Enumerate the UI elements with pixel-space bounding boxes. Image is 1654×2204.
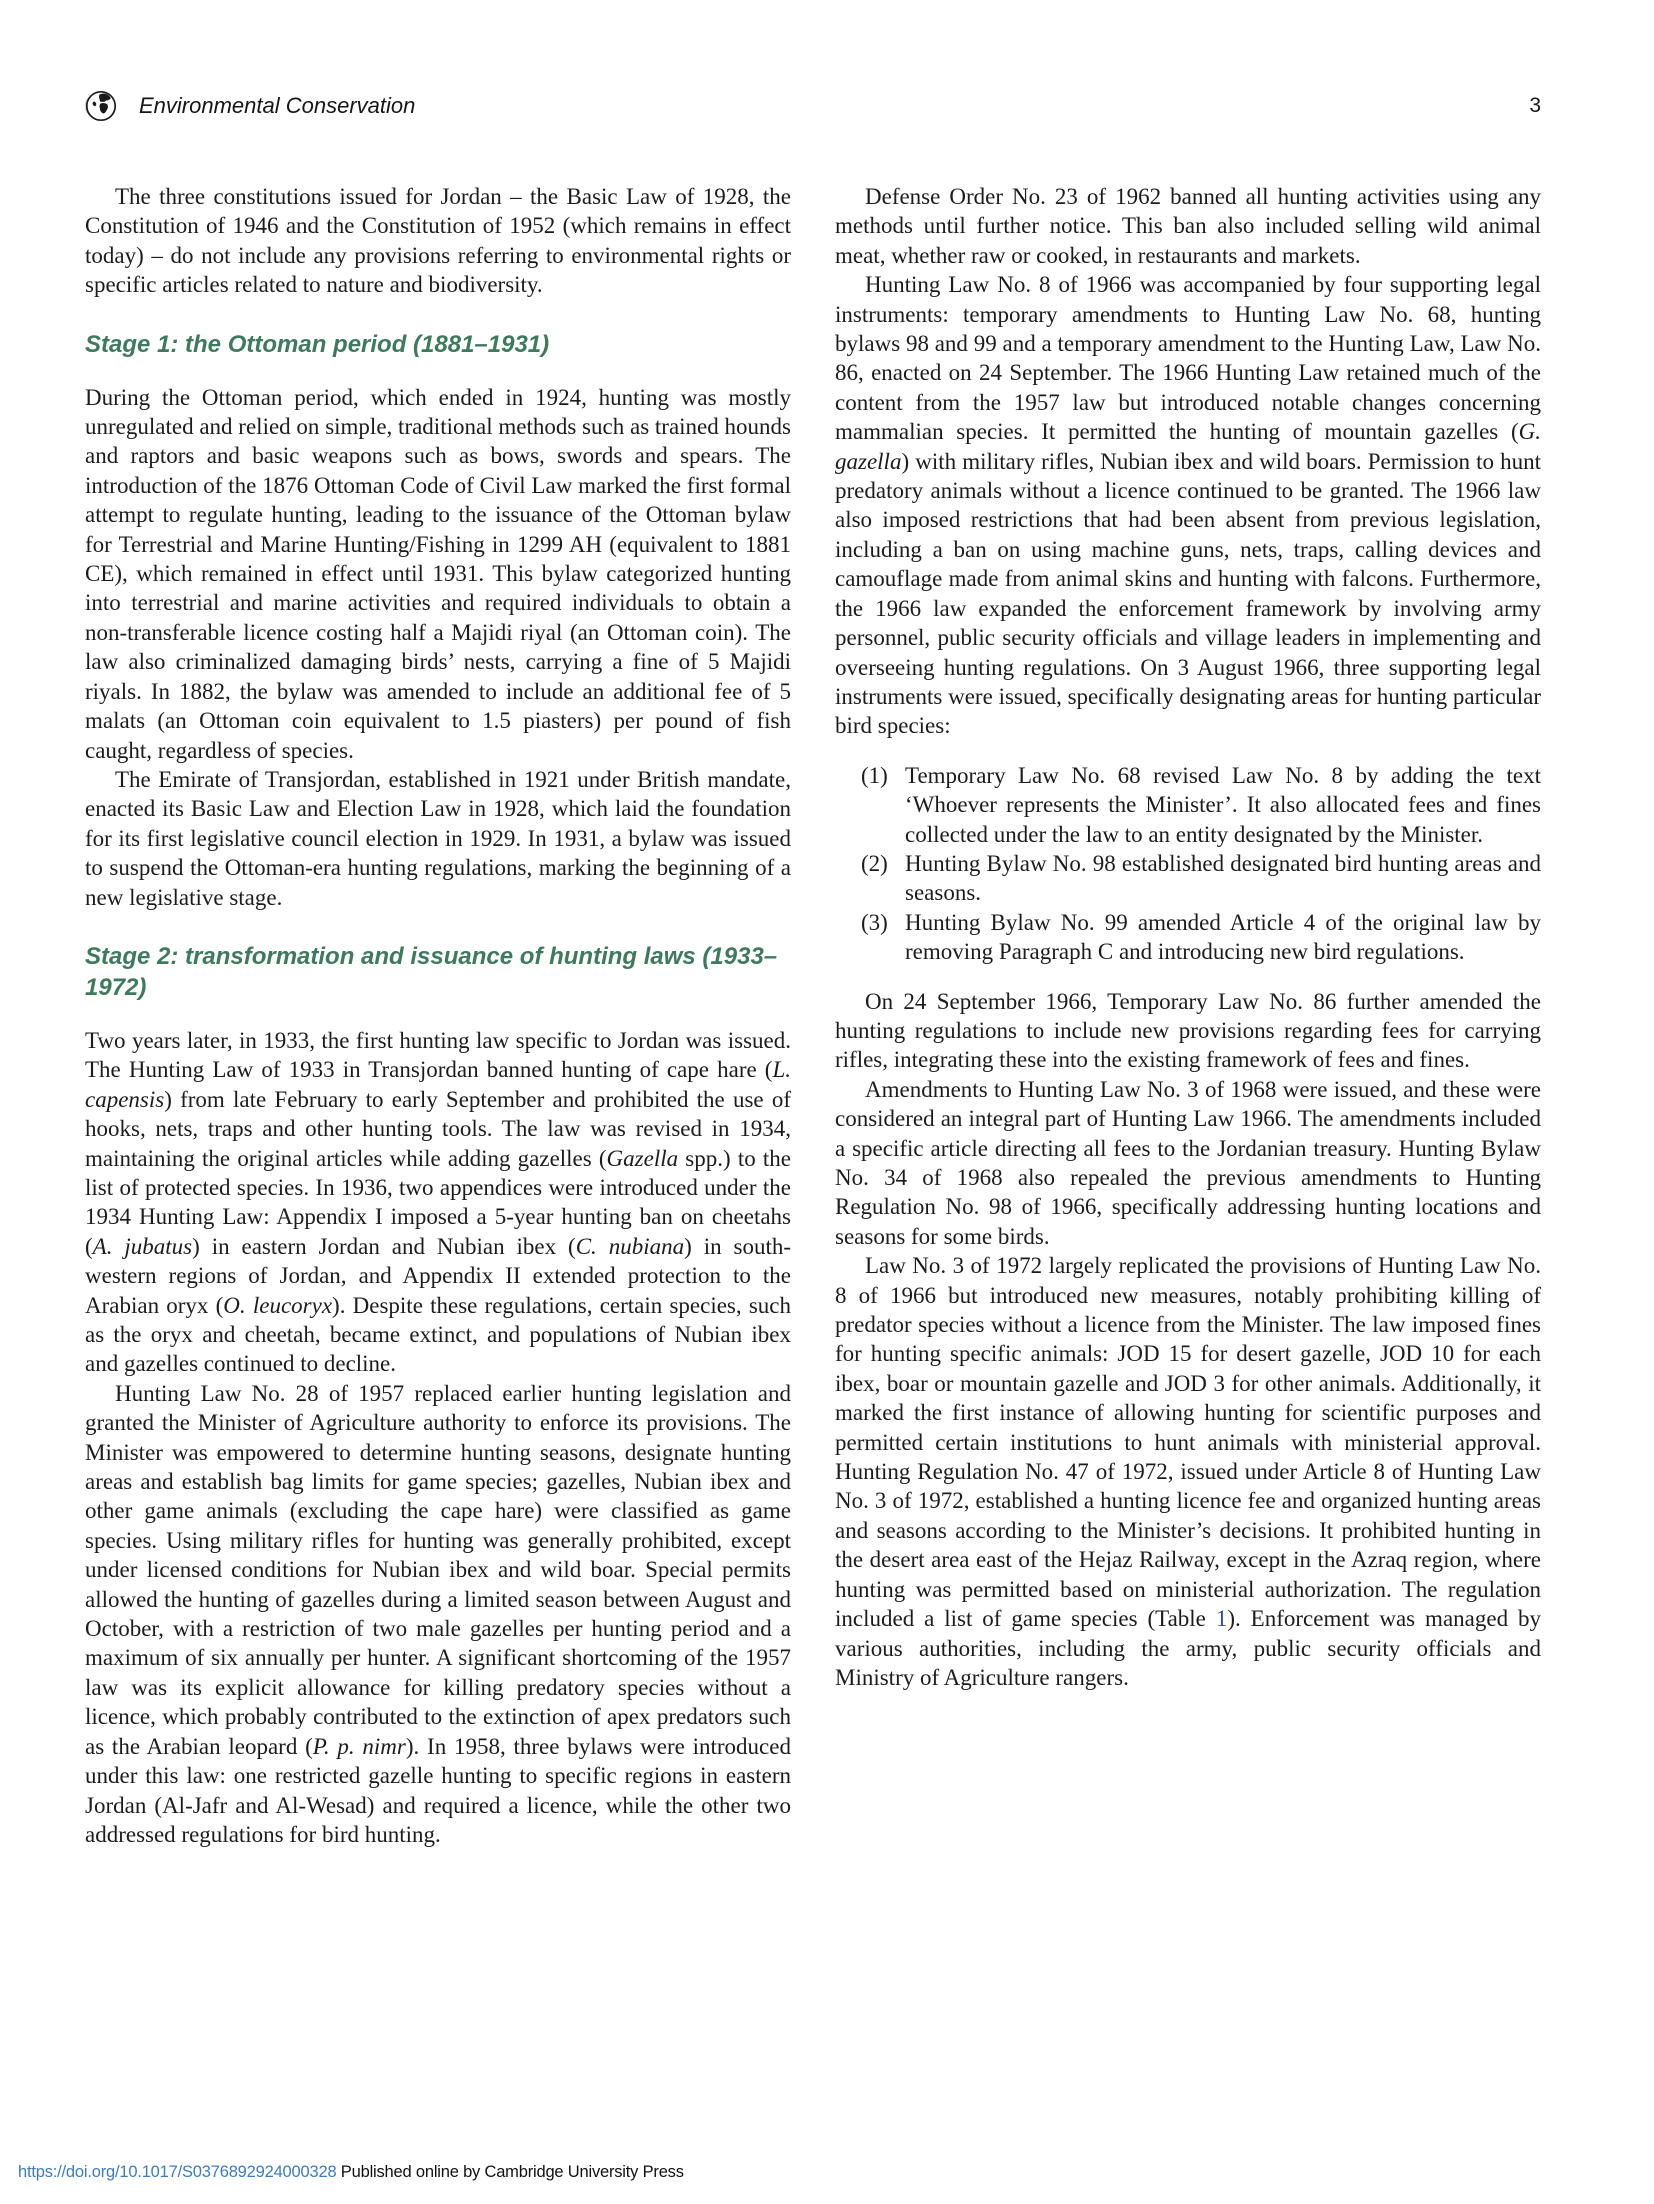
species-name-italic: O. leucoryx [223,1292,333,1318]
list-item [835,908,1541,967]
list-item-text [905,761,1541,849]
text-run: The Emirate of Transjordan, established in 1921 under British mandate, enacted its Basic Law and Election Law in 1928, which laid the foundation for its first legislative council election in 1929. In 1931, a bylaw was issued to suspend the Ottoman-era hunting regulations, marking the beginning of a new legislative stage. [85,766,791,910]
text-run: Two years later, in 1933, the first hunting law specific to Jordan was issued. The Hunting Law of 1933 in Transjordan banned hunting of cape hare ( [85,1027,791,1083]
text-run: ) with military rifles, Nubian ibex and wild boars. Permission to hunt predatory animals without a licence continued to be granted. The 1966 law also imposed restrictions that had been absent from previous legislation, including a ban on using machine guns, nets, traps, calling devices and camouflage made from animal skins and hunting with falcons. Furthermore, the 1966 law expanded the enforcement framework by involving army personnel, public security officials and village leaders in implementing and overseeing hunting regulations. On 3 August 1966, three supporting legal instruments were issued, specifically designating areas for hunting particular bird species: [835,448,1541,739]
table-1-link[interactable]: 1 [1215,1606,1228,1632]
species-name-italic: P. p. nimr [312,1733,406,1759]
text-run: ) in eastern Jordan and Nubian ibex ( [192,1233,576,1259]
left-column [85,182,791,1849]
paragraph [85,1379,791,1850]
globe-icon [85,90,117,122]
page-footer [18,2163,684,2182]
species-name-italic: G. gazella [835,419,1541,474]
page-header [85,86,1541,126]
text-run: Defense Order No. 23 of 1962 banned all hunting activities using any methods until further notice. This ban also included selling wild animal meat, whether raw or cooked, in restaurants and markets. [835,184,1541,268]
right-column [835,182,1541,1849]
list-item-number: (1) [861,762,888,788]
paragraph [85,182,791,300]
list-item-text [905,849,1541,908]
text-run: spp.) to the list of protected species. In 1936, two appendices were introduced under the 1934 Hunting Law: Appendix I imposed a 5-year hunting ban on cheetahs ( [85,1145,791,1259]
species-name-italic: C. nubiana [575,1233,685,1259]
paragraph [835,1075,1541,1251]
text-run: Hunting Bylaw No. 99 amended Article 4 of the original law by removing Paragraph C and introducing new bird regulations. [905,909,1541,965]
species-name-italic: A. jubatus [92,1233,193,1259]
text-run: On 24 September 1966, Temporary Law No. 86 further amended the hunting regulations to include new provisions regarding fees for carrying rifles, integrating these into the existing framework of fees and fines. [835,988,1541,1073]
list-item-number: (3) [861,909,888,935]
list-item-number: (2) [861,850,888,876]
numbered-list [835,761,1541,967]
list-item [835,761,1541,849]
section-heading: Stage 1: the Ottoman period (1881–1931) [85,330,550,358]
list-item-text [905,908,1541,967]
footer-publisher-text: Published online by Cambridge University Press [336,2163,684,2181]
text-run: ) in south-western regions of Jordan, and Appendix II extended protection to the Arabian oryx ( [85,1233,792,1318]
paragraph [835,182,1541,270]
text-run: Hunting Law No. 8 of 1966 was accompanied by four supporting legal instruments: temporary amendments to Hunting Law No. 68, hunting bylaws 98 and 99 and a temporary amendment to the Hunting Law, Law No. 86, enacted on 24 September. The 1966 Hunting Law retained much of the content from the 1957 law but introduced notable changes concerning mammalian species. It permitted the hunting of mountain gazelles ( [835,272,1541,445]
page-number: 3 [1529,94,1541,117]
paragraph [835,987,1541,1075]
text-run: ). Despite these regulations, certain species, such as the oryx and cheetah, became extinct, and populations of Nubian ibex and gazelles continued to decline. [85,1292,791,1377]
text-run: Amendments to Hunting Law No. 3 of 1968 were issued, and these were considered an integral part of Hunting Law 1966. The amendments included a specific article directing all fees to the Jordanian treasury. Hunting Bylaw No. 34 of 1968 also repealed the previous amendments to Hunting Regulation No. 98 of 1966, specifically addressing hunting locations and seasons for some birds. [835,1076,1541,1249]
list-item [835,849,1541,908]
text-run: Law No. 3 of 1972 largely replicated the provisions of Hunting Law No. 8 of 1966 but introduced new measures, notably prohibiting killing of predator species without a licence from the Minister. The law imposed fines for hunting specific animals: JOD 15 for desert gazelle, JOD 10 for each ibex, boar or mountain gazelle and JOD 3 for other animals. Additionally, it marked the first instance of allowing hunting for scientific purposes and permitted certain institutions to hunt animals with ministerial approval. Hunting Regulation No. 47 of 1972, issued under Article 8 of Hunting Law No. 3 of 1972, established a hunting licence fee and organized hunting areas and seasons according to the Minister’s decisions. It prohibited hunting in the desert area east of the Hejaz Railway, except in the Azraq region, where hunting was permitted based on ministerial authorization. The regulation included a list of game species (Table [835,1253,1541,1632]
species-name-italic: Gazella [606,1145,679,1171]
journal-title: Environmental Conservation [139,93,416,118]
text-run: Hunting Law No. 28 of 1957 replaced earlier hunting legislation and granted the Minister of Agriculture authority to enforce its provisions. The Minister was empowered to determine hunting seasons, designate hunting areas and establish bag limits for game species; gazelles, Nubian ibex and other game animals (excluding the cape hare) were classified as game species. Using military rifles for hunting was generally prohibited, except under licensed conditions for Nubian ibex and wild boar. Special permits allowed the hunting of gazelles during a limited season between August and October, with a restriction of two male gazelles per hunting period and a maximum of six annually per hunter. A significant shortcoming of the 1957 law was its explicit allowance for killing predatory species without a licence, which probably contributed to the extinction of apex predators such as the Arabian leopard ( [85,1380,791,1759]
text-run: ). Enforcement was managed by various authorities, including the army, public security officials and Ministry of Agriculture rangers. [835,1606,1542,1690]
paragraph [835,270,1541,741]
text-run: Hunting Bylaw No. 98 established designated bird hunting areas and seasons. [905,850,1541,906]
text-run: During the Ottoman period, which ended in 1924, hunting was mostly unregulated and relied on simple, traditional methods such as trained hounds and raptors and basic weapons such as bows, swords and spears. The introduction of the 1876 Ottoman Code of Civil Law marked the first formal attempt to regulate hunting, leading to the issuance of the Ottoman bylaw for Terrestrial and Marine Hunting/Fishing in 1299 AH (equivalent to 1881 CE), which remained in effect until 1931. This bylaw categorized hunting into terrestrial and marine activities and required individuals to obtain a non-transferable licence costing half a Majidi riyal (an Ottoman coin). The law also criminalized damaging birds’ nests, carrying a fine of 5 Majidi riyals. In 1882, the bylaw was amended to include an additional fee of 5 malats (an Ottoman coin equivalent to 1.5 piasters) per pound of fish caught, regardless of species. [85,384,791,763]
article-body [85,182,1541,1849]
paragraph [85,765,791,912]
doi-link[interactable]: https://doi.org/10.1017/S0376892924000328 [18,2163,337,2181]
paragraph [835,1251,1541,1692]
section-heading: Stage 2: transformation and issuance of hunting laws (1933–1972) [85,942,778,1001]
paragraph [85,1026,791,1379]
text-run: The three constitutions issued for Jordan – the Basic Law of 1928, the Constitution of 1946 and the Constitution of 1952 (which remains in effect today) – do not include any provisions referring to environmental rights or specific articles related to nature and biodiversity. [85,184,791,298]
text-run: ) from late February to early September and prohibited the use of hooks, nets, traps and other hunting tools. The law was revised in 1934, maintaining the original articles while adding gazelles ( [85,1086,791,1171]
text-run: ). In 1958, three bylaws were introduced under this law: one restricted gazelle hunting to specific regions in eastern Jordan (Al-Jafr and Al-Wesad) and required a licence, while the other two addressed regulations for bird hunting. [85,1733,791,1847]
text-run: Temporary Law No. 68 revised Law No. 8 by adding the text ‘Whoever represents the Minister’. It also allocated fees and fines collected under the law to an entity designated by the Minister. [905,762,1541,847]
species-name-italic: L. capensis [85,1057,791,1112]
paragraph [85,383,791,765]
